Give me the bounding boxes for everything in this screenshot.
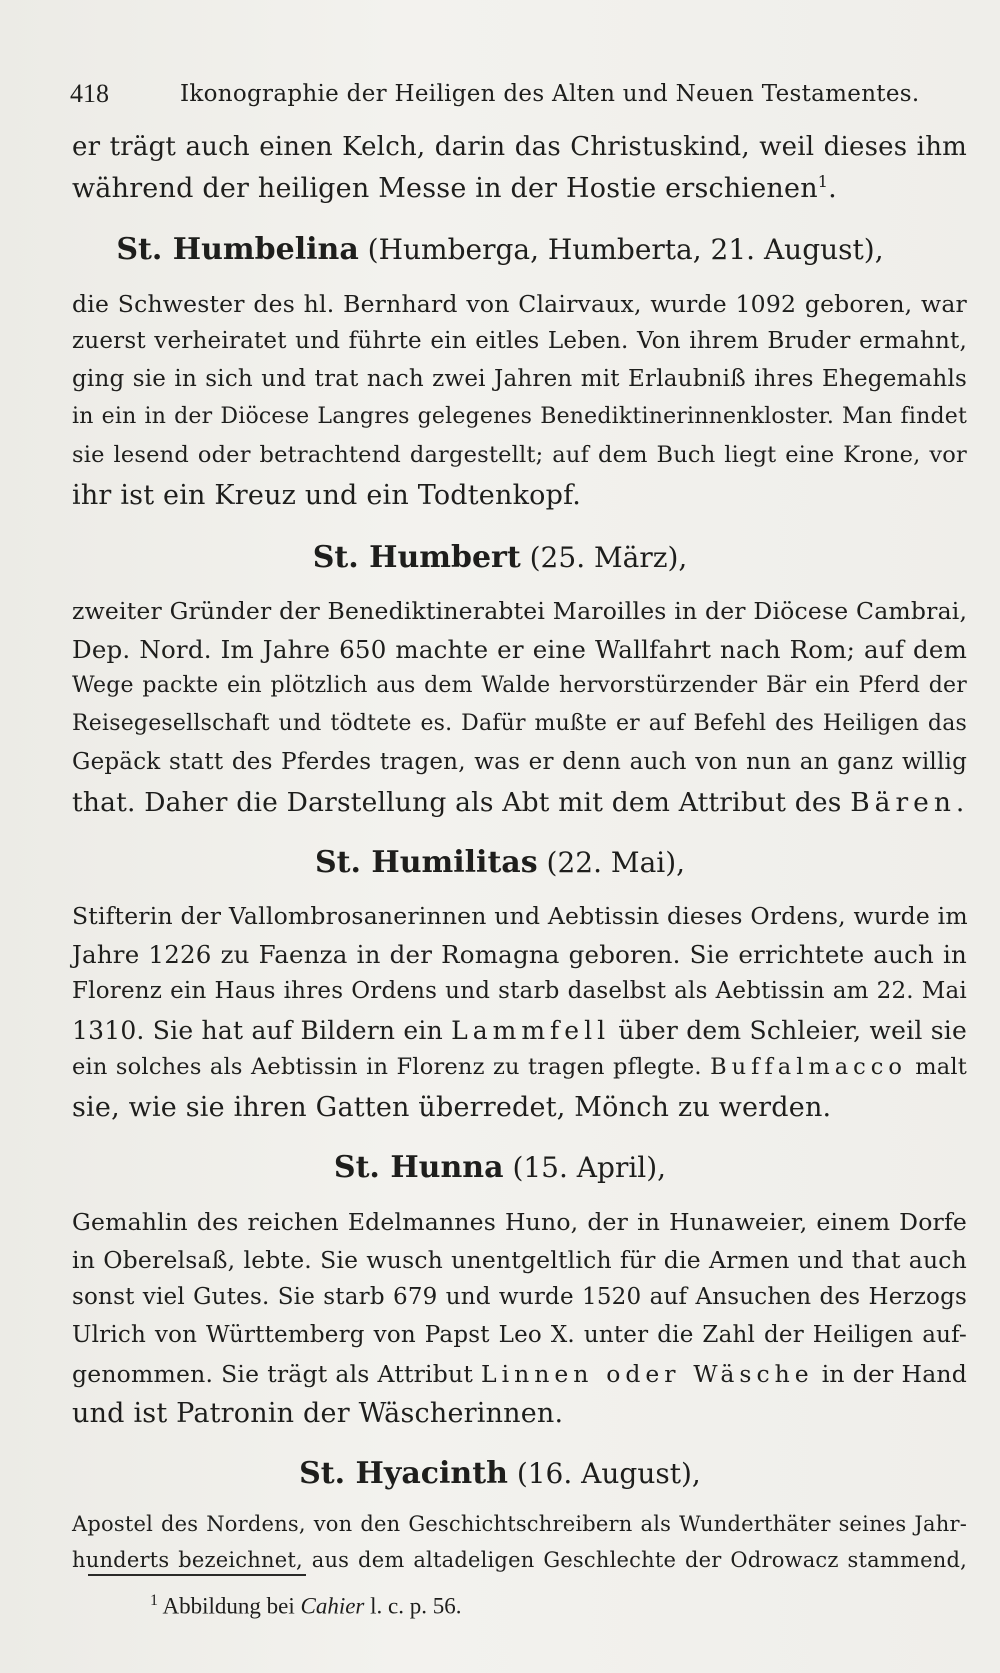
saint-name: St. Humbelina	[116, 232, 359, 267]
text-line	[72, 1360, 967, 1388]
text-line	[72, 172, 967, 204]
text-line: Ulrich von Württemberg von Papst Leo X. unter die Zahl der Heiligen auf-	[72, 1322, 967, 1348]
emphasis: Linnen oder Wäsche	[480, 1360, 814, 1388]
text-line: in ein in der Diöcese Langres gelegenes Benediktinerinnenkloster. Man findet	[72, 404, 967, 429]
text-fragment: über dem Schleier, weil sie	[610, 1016, 967, 1045]
text-line: hunderts bezeichnet, aus dem altadeligen Geschlechte der Odrowacz stammend,	[72, 1548, 967, 1572]
footnote-marker: 1	[150, 1592, 158, 1609]
text-line: ihr ist ein Kreuz und ein Todtenkopf.	[72, 480, 582, 511]
footnote	[150, 1592, 461, 1620]
page-header	[70, 74, 960, 114]
text-line: Wege packte ein plötzlich aus dem Walde hervorstürzender Bär ein Pferd der	[72, 673, 967, 698]
text-line	[72, 787, 967, 818]
text-fragment: während der heiligen Messe in der Hostie erschienen	[72, 173, 818, 204]
entry-heading-humilitas	[0, 845, 1000, 880]
text-line: Apostel des Nordens, von den Geschichtschreibern als Wunderthäter seines Jahr-	[72, 1512, 967, 1536]
saint-name: St. Humilitas	[314, 845, 538, 880]
text-line: Jahre 1226 zu Faenza in der Romagna geboren. Sie errichtete auch in	[72, 940, 967, 969]
emphasis: Bären	[850, 787, 956, 818]
text-line: sie lesend oder betrachtend dargestellt; auf dem Buch liegt eine Krone, vor	[72, 442, 967, 468]
text-fragment: that. Daher die Darstellung als Abt mit dem Attribut des	[72, 787, 851, 818]
saint-date: (15. April),	[503, 1151, 667, 1184]
running-title: Ikonographie der Heiligen des Alten und Neuen Testamentes.	[180, 81, 920, 107]
text-line: in Oberelsaß, lebte. Sie wusch unentgeltlich für die Armen und that auch	[72, 1246, 967, 1274]
text-line	[72, 1016, 967, 1045]
saint-date: (16. August),	[507, 1457, 701, 1490]
text-line: er trägt auch einen Kelch, darin das Christuskind, weil dieses ihm	[72, 132, 967, 162]
text-fragment: 1310. Sie hat auf Bildern ein	[72, 1016, 452, 1045]
entry-heading-humbert	[0, 540, 1000, 575]
saint-date: (Humberga, Humberta, 21. August),	[358, 233, 884, 266]
text-line: zweiter Gründer der Benediktinerabtei Maroilles in der Diöcese Cambrai,	[72, 597, 968, 625]
footnote-text: Abbildung bei	[158, 1593, 301, 1619]
saint-name: St. Humbert	[312, 540, 521, 575]
footnote-divider	[88, 1574, 306, 1576]
text-fragment: genommen. Sie trägt als Attribut	[72, 1360, 481, 1388]
text-line: zuerst verheiratet und führte ein eitles Leben. Von ihrem Bruder ermahnt,	[72, 328, 967, 354]
text-fragment: in der Hand	[813, 1360, 967, 1388]
text-line: Gemahlin des reichen Edelmannes Huno, der in Hunaweier, einem Dorfe	[72, 1208, 967, 1236]
emphasis: Buffalmacco	[710, 1054, 907, 1080]
text-fragment: ein solches als Aebtissin in Florenz zu tragen pflegte.	[72, 1054, 711, 1080]
page-number: 418	[70, 79, 109, 108]
text-line: Stifterin der Vallombrosanerinnen und Aebtissin dieses Ordens, wurde im	[72, 902, 968, 930]
entry-heading-humbelina	[0, 232, 1000, 267]
text-line: Gepäck statt des Pferdes tragen, was er denn auch von nun an ganz willig	[72, 749, 967, 775]
text-line: sonst viel Gutes. Sie starb 679 und wurde 1520 auf Ansuchen des Herzogs	[72, 1284, 967, 1310]
saint-date: (25. März),	[520, 541, 688, 574]
footnote-author: Cahier	[300, 1593, 365, 1619]
text-fragment: malt	[906, 1054, 968, 1080]
text-line: Reisegesellschaft und tödtete es. Dafür mußte er auf Befehl des Heiligen das	[72, 711, 967, 736]
text-line: ging sie in sich und trat nach zwei Jahren mit Erlaubniß ihres Ehegemahls	[72, 366, 967, 392]
saint-date: (22. Mai),	[537, 846, 686, 879]
entry-heading-hunna	[0, 1150, 1000, 1185]
emphasis: Lammfell	[451, 1016, 611, 1045]
footnote-ref: 1	[817, 172, 829, 191]
text-line: die Schwester des hl. Bernhard von Clairvaux, wurde 1092 geboren, war	[72, 290, 967, 318]
entry-heading-hyacinth	[0, 1456, 1000, 1491]
footnote-text: l. c. p. 56.	[364, 1593, 462, 1619]
text-line	[72, 1054, 967, 1080]
saint-name: St. Hyacinth	[299, 1456, 508, 1491]
text-fragment: .	[828, 173, 837, 204]
text-line: und ist Patronin der Wäscherinnen.	[72, 1398, 564, 1429]
text-line: Dep. Nord. Im Jahre 650 machte er eine Wallfahrt nach Rom; auf dem	[72, 635, 967, 664]
text-line: sie, wie sie ihren Gatten überredet, Mönch zu werden.	[72, 1092, 832, 1123]
text-fragment: .	[955, 787, 965, 818]
saint-name: St. Hunna	[333, 1150, 504, 1185]
text-line: Florenz ein Haus ihres Ordens und starb daselbst als Aebtissin am 22. Mai	[72, 978, 967, 1004]
